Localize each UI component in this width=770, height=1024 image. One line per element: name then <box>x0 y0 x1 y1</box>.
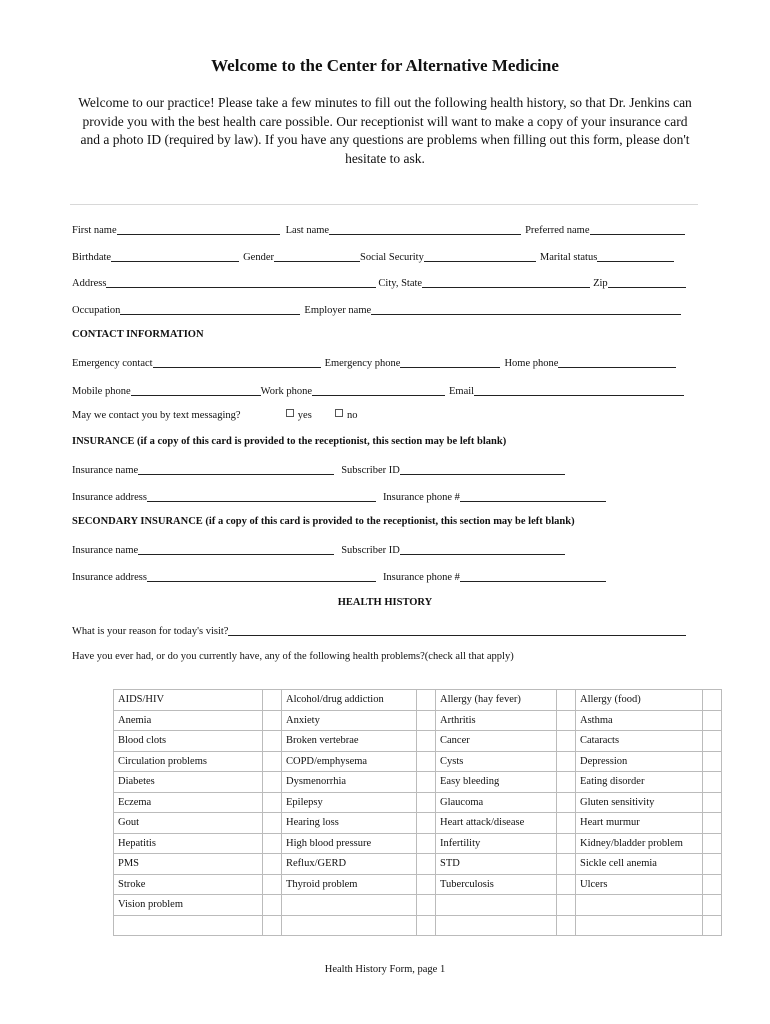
condition-checkbox[interactable] <box>703 854 722 875</box>
condition-cell: Hearing loss <box>282 813 417 834</box>
condition-checkbox[interactable] <box>703 792 722 813</box>
condition-cell: Thyroid problem <box>282 874 417 895</box>
condition-checkbox[interactable] <box>417 690 436 711</box>
table-row <box>114 895 722 916</box>
zip-field[interactable] <box>608 277 686 288</box>
condition-checkbox[interactable] <box>557 895 576 916</box>
insurance-address-field[interactable] <box>147 491 376 502</box>
preferred-name-field[interactable] <box>590 224 685 235</box>
no-label: no <box>347 410 358 421</box>
divider <box>70 204 698 205</box>
condition-cell: AIDS/HIV <box>114 690 263 711</box>
text-messaging-row <box>72 409 358 421</box>
first-name-label: First name <box>72 225 117 236</box>
condition-cell: Kidney/bladder problem <box>576 833 703 854</box>
text-messaging-question: May we contact you by text messaging? <box>72 410 241 421</box>
birthdate-label: Birthdate <box>72 252 112 263</box>
condition-checkbox[interactable] <box>417 915 436 936</box>
condition-cell: Hepatitis <box>114 833 263 854</box>
condition-cell: Allergy (food) <box>576 690 703 711</box>
health-problems-question: Have you ever had, or do you currently have, any of the following health problems?(check all that apply) <box>72 651 514 662</box>
social-security-label: Social Security <box>359 252 424 263</box>
condition-checkbox[interactable] <box>417 895 436 916</box>
condition-cell: Vision problem <box>114 895 263 916</box>
occupation-row <box>72 302 699 316</box>
condition-checkbox[interactable] <box>263 833 282 854</box>
secondary-subscriber-id-field[interactable] <box>400 544 565 555</box>
table-row <box>114 751 722 772</box>
condition-checkbox[interactable] <box>703 813 722 834</box>
insurance-name-row <box>72 462 699 476</box>
secondary-insurance-name-label: Insurance name <box>72 545 139 556</box>
gender-label: Gender <box>243 252 274 263</box>
condition-checkbox[interactable] <box>703 833 722 854</box>
gender-field[interactable] <box>274 251 360 262</box>
condition-cell: Heart murmur <box>576 813 703 834</box>
birth-row <box>72 249 699 263</box>
visit-reason-field[interactable] <box>228 625 686 636</box>
condition-checkbox[interactable] <box>417 731 436 752</box>
subscriber-id-label: Subscriber ID <box>341 465 400 476</box>
condition-cell: Dysmenorrhia <box>282 772 417 793</box>
email-field[interactable] <box>474 385 684 396</box>
emergency-contact-label: Emergency contact <box>72 358 153 369</box>
condition-checkbox[interactable] <box>263 772 282 793</box>
occupation-label: Occupation <box>72 305 121 316</box>
condition-checkbox[interactable] <box>263 813 282 834</box>
condition-checkbox[interactable] <box>557 915 576 936</box>
condition-checkbox[interactable] <box>557 751 576 772</box>
secondary-subscriber-id-label: Subscriber ID <box>341 545 400 556</box>
home-phone-field[interactable] <box>558 357 676 368</box>
condition-checkbox[interactable] <box>417 751 436 772</box>
condition-checkbox[interactable] <box>417 813 436 834</box>
condition-checkbox[interactable] <box>417 710 436 731</box>
yes-checkbox[interactable] <box>286 409 294 417</box>
secondary-insurance-name-field[interactable] <box>138 544 334 555</box>
condition-cell: Broken vertebrae <box>282 731 417 752</box>
condition-cell: COPD/emphysema <box>282 751 417 772</box>
condition-cell: STD <box>436 854 557 875</box>
emergency-contact-field[interactable] <box>153 357 321 368</box>
social-security-field[interactable] <box>424 251 536 262</box>
condition-checkbox[interactable] <box>557 792 576 813</box>
table-row <box>114 690 722 711</box>
home-phone-label: Home phone <box>504 358 559 369</box>
condition-cell: Eating disorder <box>576 772 703 793</box>
condition-checkbox[interactable] <box>263 751 282 772</box>
condition-cell: High blood pressure <box>282 833 417 854</box>
condition-cell: Circulation problems <box>114 751 263 772</box>
condition-checkbox[interactable] <box>557 710 576 731</box>
condition-checkbox[interactable] <box>263 690 282 711</box>
insurance-phone-field[interactable] <box>460 491 606 502</box>
insurance-address-row <box>72 489 699 503</box>
table-row <box>114 874 722 895</box>
table-row <box>114 915 722 936</box>
email-label: Email <box>448 386 475 397</box>
condition-checkbox[interactable] <box>263 710 282 731</box>
address-label: Address <box>72 278 107 289</box>
condition-checkbox[interactable] <box>263 874 282 895</box>
condition-checkbox[interactable] <box>703 710 722 731</box>
condition-checkbox[interactable] <box>557 833 576 854</box>
condition-checkbox[interactable] <box>703 874 722 895</box>
condition-cell: Cataracts <box>576 731 703 752</box>
secondary-insurance-address-field[interactable] <box>147 571 376 582</box>
condition-checkbox[interactable] <box>417 854 436 875</box>
table-row <box>114 854 722 875</box>
condition-cell: Infertility <box>436 833 557 854</box>
condition-cell <box>114 915 263 936</box>
insurance-address-label: Insurance address <box>72 492 147 503</box>
condition-cell <box>282 895 417 916</box>
condition-checkbox[interactable] <box>703 895 722 916</box>
condition-cell: Blood clots <box>114 731 263 752</box>
secondary-insurance-address-row <box>72 569 699 583</box>
condition-cell: Gout <box>114 813 263 834</box>
condition-checkbox[interactable] <box>263 915 282 936</box>
condition-checkbox[interactable] <box>417 833 436 854</box>
city-state-label: City, State <box>378 278 423 289</box>
condition-cell: Reflux/GERD <box>282 854 417 875</box>
city-state-field[interactable] <box>422 277 590 288</box>
condition-cell: PMS <box>114 854 263 875</box>
condition-checkbox[interactable] <box>263 854 282 875</box>
insurance-phone-label: Insurance phone # <box>382 492 460 503</box>
marital-status-field[interactable] <box>597 251 674 262</box>
insurance-name-field[interactable] <box>138 464 334 475</box>
employer-name-label: Employer name <box>304 305 372 316</box>
condition-cell <box>576 915 703 936</box>
condition-cell: Stroke <box>114 874 263 895</box>
condition-cell: Heart attack/disease <box>436 813 557 834</box>
emergency-row <box>72 355 699 369</box>
table-row <box>114 731 722 752</box>
page-footer: Health History Form, page 1 <box>324 964 446 975</box>
yes-label: yes <box>297 410 312 421</box>
form-title: Welcome to the Center for Alternative Medicine <box>211 56 559 75</box>
birthdate-field[interactable] <box>111 251 239 262</box>
mobile-row <box>72 383 699 397</box>
condition-cell: Gluten sensitivity <box>576 792 703 813</box>
no-checkbox[interactable] <box>335 409 343 417</box>
secondary-insurance-phone-field[interactable] <box>460 571 606 582</box>
marital-status-label: Marital status <box>539 252 598 263</box>
condition-checkbox[interactable] <box>703 772 722 793</box>
secondary-insurance-address-label: Insurance address <box>72 572 147 583</box>
condition-checkbox[interactable] <box>557 854 576 875</box>
condition-checkbox[interactable] <box>417 792 436 813</box>
address-row <box>72 275 699 289</box>
condition-cell: Eczema <box>114 792 263 813</box>
condition-cell <box>436 895 557 916</box>
health-problems-table <box>113 689 722 936</box>
work-phone-label: Work phone <box>260 386 312 397</box>
name-row <box>72 222 699 236</box>
condition-cell: Ulcers <box>576 874 703 895</box>
condition-checkbox[interactable] <box>703 731 722 752</box>
condition-cell: Tuberculosis <box>436 874 557 895</box>
condition-cell <box>436 915 557 936</box>
condition-checkbox[interactable] <box>703 690 722 711</box>
condition-cell: Depression <box>576 751 703 772</box>
insurance-heading: INSURANCE (if a copy of this card is provided to the receptionist, this section may be left blank) <box>72 436 507 447</box>
emergency-phone-label: Emergency phone <box>324 358 401 369</box>
work-phone-field[interactable] <box>312 385 445 396</box>
condition-checkbox[interactable] <box>557 874 576 895</box>
condition-cell: Cancer <box>436 731 557 752</box>
condition-cell: Anxiety <box>282 710 417 731</box>
condition-cell: Alcohol/drug addiction <box>282 690 417 711</box>
condition-checkbox[interactable] <box>557 772 576 793</box>
contact-heading: CONTACT INFORMATION <box>72 329 204 340</box>
condition-checkbox[interactable] <box>557 813 576 834</box>
condition-cell: Diabetes <box>114 772 263 793</box>
table-row <box>114 813 722 834</box>
preferred-name-label: Preferred name <box>525 225 590 236</box>
condition-checkbox[interactable] <box>417 874 436 895</box>
table-row <box>114 710 722 731</box>
health-history-heading: HEALTH HISTORY <box>337 597 433 608</box>
condition-cell <box>576 895 703 916</box>
table-row <box>114 772 722 793</box>
condition-cell <box>282 915 417 936</box>
secondary-insurance-name-row <box>72 542 699 556</box>
condition-checkbox[interactable] <box>263 792 282 813</box>
visit-reason-label: What is your reason for today's visit? <box>72 626 229 637</box>
emergency-phone-field[interactable] <box>400 357 500 368</box>
occupation-field[interactable] <box>120 304 300 315</box>
condition-checkbox[interactable] <box>557 690 576 711</box>
condition-checkbox[interactable] <box>703 751 722 772</box>
subscriber-id-field[interactable] <box>400 464 565 475</box>
condition-checkbox[interactable] <box>703 915 722 936</box>
condition-cell: Sickle cell anemia <box>576 854 703 875</box>
last-name-label: Last name <box>285 225 330 236</box>
visit-reason-row <box>72 623 699 637</box>
table-row <box>114 792 722 813</box>
secondary-insurance-heading: SECONDARY INSURANCE (if a copy of this card is provided to the receptionist, this section may be left blank) <box>72 516 575 527</box>
condition-checkbox[interactable] <box>557 731 576 752</box>
mobile-phone-field[interactable] <box>131 385 261 396</box>
mobile-phone-label: Mobile phone <box>72 386 131 397</box>
condition-checkbox[interactable] <box>417 772 436 793</box>
condition-cell: Glaucoma <box>436 792 557 813</box>
condition-cell: Easy bleeding <box>436 772 557 793</box>
condition-cell: Asthma <box>576 710 703 731</box>
condition-checkbox[interactable] <box>263 731 282 752</box>
condition-cell: Allergy (hay fever) <box>436 690 557 711</box>
zip-label: Zip <box>593 278 608 289</box>
first-name-field[interactable] <box>117 224 280 235</box>
condition-cell: Cysts <box>436 751 557 772</box>
last-name-field[interactable] <box>329 224 521 235</box>
address-field[interactable] <box>106 277 376 288</box>
condition-cell: Arthritis <box>436 710 557 731</box>
condition-checkbox[interactable] <box>263 895 282 916</box>
table-row <box>114 833 722 854</box>
employer-name-field[interactable] <box>371 304 681 315</box>
condition-cell: Epilepsy <box>282 792 417 813</box>
insurance-name-label: Insurance name <box>72 465 139 476</box>
condition-cell: Anemia <box>114 710 263 731</box>
intro-paragraph: Welcome to our practice! Please take a few minutes to fill out the following health history, so that Dr. Jenkins can provide you with the best health care possible. Our receptionist will want to make a copy of your insurance card and a photo ID (required by law). If you have any questions are problems when filling out this form, please don't hesitate to ask. <box>78 95 692 166</box>
secondary-insurance-phone-label: Insurance phone # <box>382 572 460 583</box>
